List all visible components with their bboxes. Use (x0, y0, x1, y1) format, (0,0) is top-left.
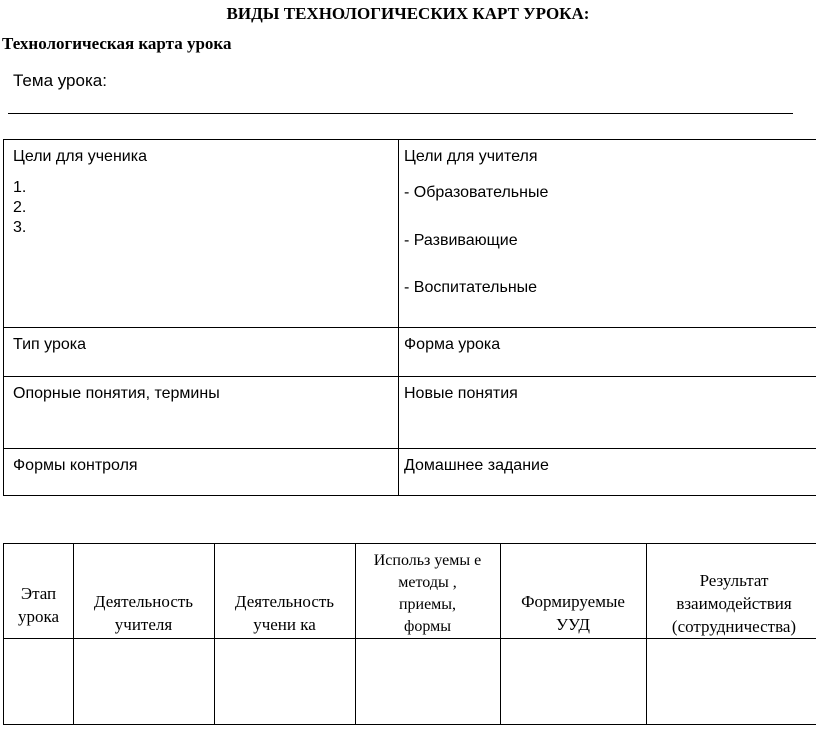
lesson-type-row (4, 327, 816, 376)
header-line: учени ка (253, 615, 316, 634)
lesson-goals-table (3, 139, 816, 496)
header-line: Результат (699, 571, 769, 590)
lesson-topic-line (8, 113, 793, 114)
student-goal-item: 1. (13, 179, 27, 196)
lesson-topic-label: Тема урока: (13, 71, 107, 90)
document-subtitle: Технологическая карта урока (2, 34, 232, 53)
teacher-goal-item: - Развивающие (404, 232, 518, 249)
header-line: (сотрудничества) (671, 617, 797, 636)
header-line: методы , (398, 574, 457, 591)
lesson-stages-table (3, 543, 816, 725)
lesson-form-cell: Форма урока (398, 328, 816, 376)
header-line: Этап (20, 584, 57, 603)
student-goal-item: 3. (13, 219, 27, 236)
header-line: Формируемые (521, 592, 625, 611)
header-interaction-result (646, 544, 816, 638)
goals-row (4, 140, 816, 327)
teacher-goal-item: - Воспитательные (404, 279, 538, 296)
student-goals-cell (4, 140, 398, 327)
control-row (4, 448, 816, 495)
header-line: учителя (114, 615, 173, 634)
header-line: приемы, (398, 596, 457, 613)
header-teacher-activity (73, 544, 214, 638)
header-uud (500, 544, 646, 638)
header-line: УУД (556, 615, 590, 634)
homework-cell: Домашнее задание (398, 449, 816, 495)
header-line: Использ уемы е (373, 552, 482, 569)
student-goal-item: 2. (13, 199, 27, 216)
header-line: Деятельность (234, 592, 335, 611)
header-divider (4, 638, 816, 639)
control-forms-cell: Формы контроля (13, 457, 138, 474)
student-goals-label: Цели для ученика (13, 148, 147, 165)
teacher-goals-cell (398, 140, 816, 327)
concepts-row (4, 376, 816, 448)
header-line: урока (17, 607, 60, 626)
header-line: взаимодействия (676, 594, 792, 613)
header-line: формы (404, 618, 451, 635)
header-lesson-stage (4, 544, 73, 638)
header-student-activity (214, 544, 355, 638)
new-concepts-cell: Новые понятия (398, 377, 816, 448)
document-title: ВИДЫ ТЕХНОЛОГИЧЕСКИХ КАРТ УРОКА: (226, 4, 590, 23)
header-line: Деятельность (93, 592, 194, 611)
teacher-goal-item: - Образовательные (404, 184, 549, 201)
key-concepts-cell: Опорные понятия, термины (13, 385, 220, 402)
lesson-type-cell: Тип урока (13, 336, 86, 353)
header-methods (355, 544, 500, 638)
teacher-goals-label: Цели для учителя (404, 148, 538, 165)
